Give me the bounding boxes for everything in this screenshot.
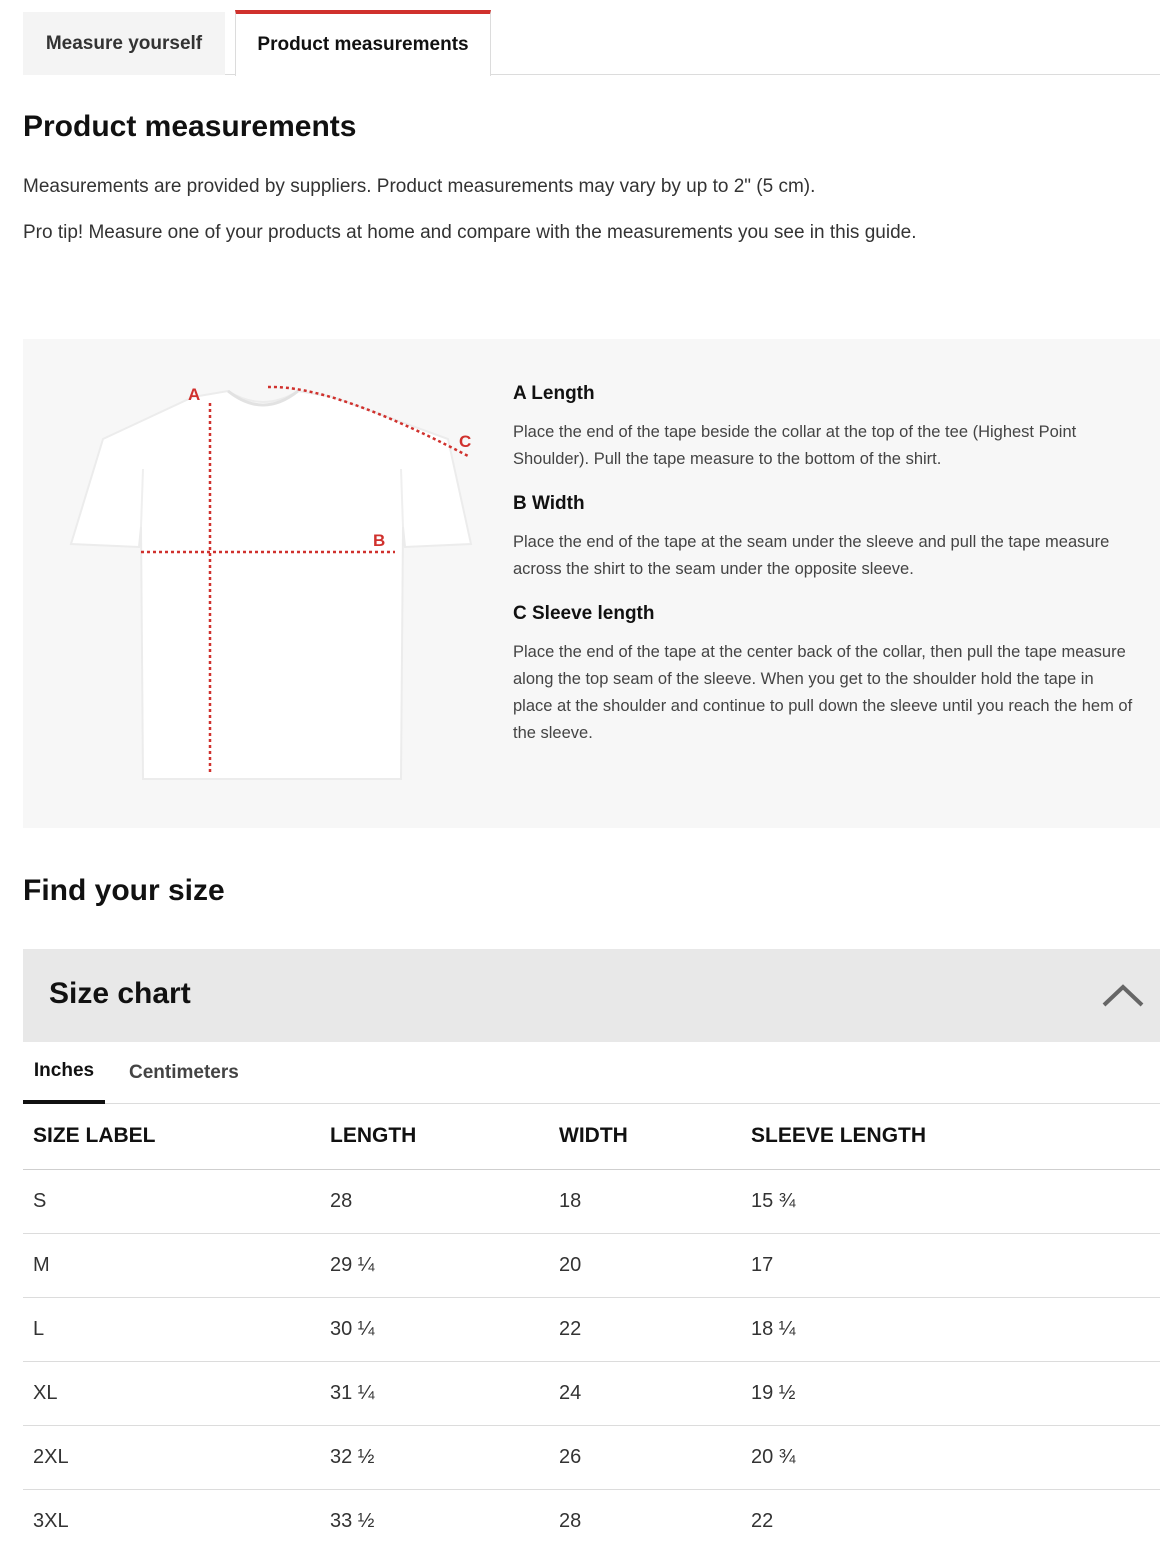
guide-item-title: A Length — [513, 383, 595, 404]
cell-width: 18 — [559, 1169, 751, 1233]
tshirt-diagram — [63, 379, 483, 789]
intro-text-pro-tip: Pro tip! Measure one of your products at home and compare with the measurements you see in this guide. — [23, 222, 917, 243]
label-b: B — [373, 531, 386, 550]
cell-length: 31 ¼ — [330, 1361, 559, 1425]
chevron-up-icon[interactable] — [1098, 975, 1148, 1015]
table-header-row — [23, 1104, 1160, 1169]
size-chart-title: Size chart — [49, 977, 191, 1010]
cell-sleeve-length: 19 ½ — [751, 1361, 1160, 1425]
cell-size: 2XL — [23, 1425, 330, 1489]
cell-size: S — [23, 1169, 330, 1233]
guide-item-text: Place the end of the tape at the seam under the sleeve and pull the tape measure across the shirt to the seam under the opposite sleeve. — [513, 533, 1110, 578]
cell-sleeve-length: 20 ¾ — [751, 1425, 1160, 1489]
tab-centimeters[interactable]: Centimeters — [129, 1062, 239, 1083]
cell-length: 28 — [330, 1169, 559, 1233]
measurement-guide — [23, 339, 1160, 828]
cell-sleeve-length: 17 — [751, 1233, 1160, 1297]
cell-width: 24 — [559, 1361, 751, 1425]
table-row — [23, 1361, 1160, 1425]
guide-item-sleeve-length — [513, 603, 1133, 747]
tab-measure-yourself[interactable]: Measure yourself — [23, 12, 225, 75]
tshirt-icon — [63, 379, 483, 789]
page-title: Product measurements — [23, 110, 357, 143]
table-row — [23, 1489, 1160, 1547]
label-c: C — [459, 432, 472, 451]
table-row — [23, 1233, 1160, 1297]
guide-item-width — [513, 493, 1133, 583]
guide-item-text: Place the end of the tape at the center back of the collar, then pull the tape measure along the top seam of the sleeve. When you get to the shoulder hold the tape in place at the shoulder and continue to pull down the sleeve until you reach the hem of the sleeve. — [513, 643, 1133, 742]
intro-text-suppliers: Measurements are provided by suppliers. Product measurements may vary by up to 2" (5 cm). — [23, 176, 816, 197]
cell-length: 30 ¼ — [330, 1297, 559, 1361]
column-header-width: WIDTH — [559, 1104, 751, 1169]
guide-item-title: B Width — [513, 493, 585, 514]
tab-product-measurements[interactable]: Product measurements — [235, 10, 491, 76]
guide-item-length — [513, 383, 1133, 473]
size-table — [23, 1104, 1160, 1547]
unit-tabs — [23, 1042, 1160, 1104]
guide-instructions — [513, 383, 1133, 767]
label-a: A — [188, 385, 201, 404]
table-row — [23, 1425, 1160, 1489]
cell-size: L — [23, 1297, 330, 1361]
table-row — [23, 1297, 1160, 1361]
cell-size: 3XL — [33, 1509, 69, 1532]
column-header-size-label: SIZE LABEL — [23, 1104, 330, 1169]
cell-length: 32 ½ — [330, 1425, 559, 1489]
column-header-sleeve-length: SLEEVE LENGTH — [751, 1104, 1160, 1169]
cell-sleeve-length: 18 ¼ — [751, 1297, 1160, 1361]
cell-width: 26 — [559, 1425, 751, 1489]
tab-inches[interactable]: Inches — [23, 1042, 105, 1104]
find-size-heading: Find your size — [23, 874, 225, 907]
cell-sleeve-length: 15 ¾ — [751, 1169, 1160, 1233]
cell-size: XL — [23, 1361, 330, 1425]
cell-length: 33 ½ — [330, 1509, 375, 1532]
cell-width: 20 — [559, 1233, 751, 1297]
size-chart-header[interactable] — [23, 949, 1160, 1042]
guide-item-text: Place the end of the tape beside the collar at the top of the tee (Highest Point Shoulder). Pull the tape measure to the bottom of the shirt. — [513, 423, 1077, 468]
measurement-tabs — [23, 10, 1160, 75]
cell-size: M — [23, 1233, 330, 1297]
column-header-length: LENGTH — [330, 1104, 559, 1169]
table-row — [23, 1169, 1160, 1233]
cell-width: 22 — [559, 1297, 751, 1361]
cell-length: 29 ¼ — [330, 1233, 559, 1297]
guide-item-title: C Sleeve length — [513, 603, 655, 624]
cell-sleeve-length: 22 — [751, 1509, 774, 1532]
cell-width: 28 — [559, 1509, 582, 1532]
